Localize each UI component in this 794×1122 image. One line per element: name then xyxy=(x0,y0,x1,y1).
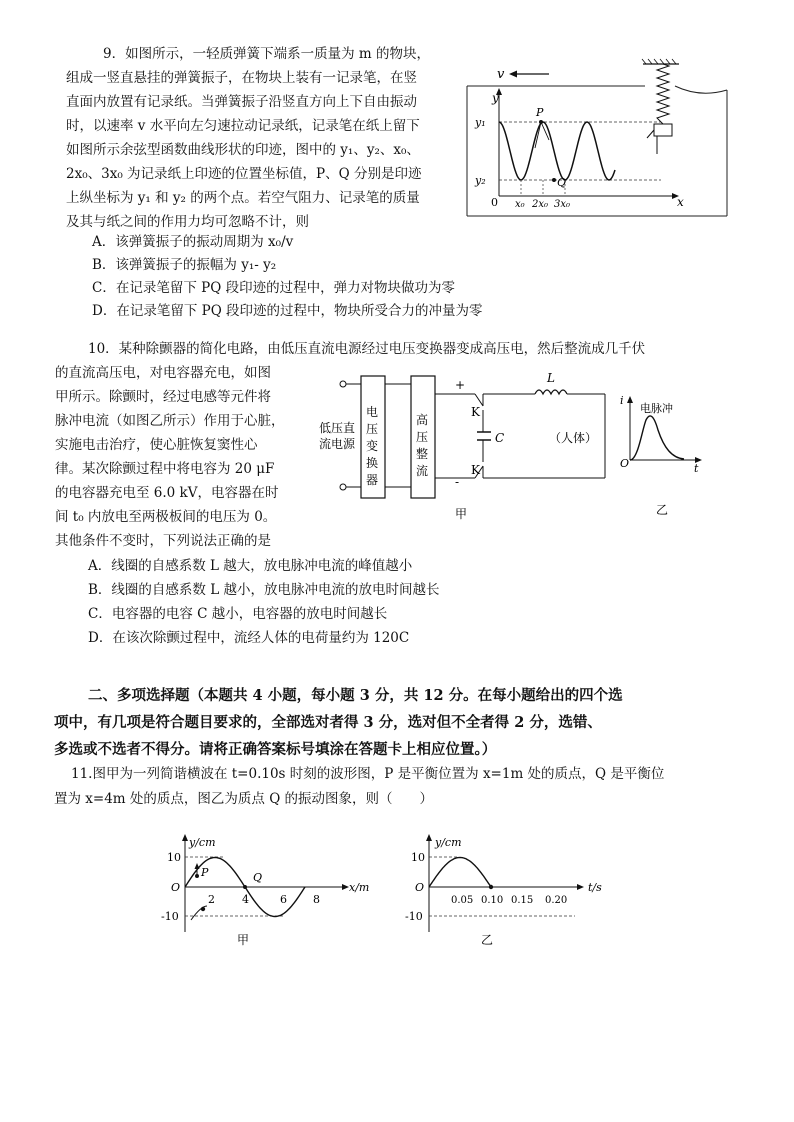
q9-line: 2x₀、3x₀ 为记录纸上印迹的位置坐标值，P、Q 分别是印迹 xyxy=(66,166,422,182)
source-label: 流电源 xyxy=(319,437,356,451)
q10-option-a: A．线圈的自感系数 L 越大，放电脉冲电流的峰值越小 xyxy=(88,558,413,574)
t-axis-label: t xyxy=(694,462,699,475)
svg-text:电: 电 xyxy=(366,405,379,419)
figure-caption-yi: 乙 xyxy=(656,503,669,517)
svg-text:O: O xyxy=(415,881,425,894)
section-line: 项中，有几项是符合题目要求的，全部选对者得 3 分，选对但不全者得 2 分，选错、 xyxy=(54,714,602,731)
switch-k-bottom: K xyxy=(471,463,480,477)
figure-caption-jia: 甲 xyxy=(455,507,468,521)
q10-line: 实施电击治疗，使心脏恢复窦性心 xyxy=(55,437,258,453)
inductor-label: L xyxy=(547,371,555,385)
x0-label: x₀ xyxy=(515,199,525,210)
switch-k-top: K xyxy=(471,405,480,419)
point-p-label: P xyxy=(536,106,544,119)
t-axis-label: t/s xyxy=(588,881,602,894)
y-tick-top: 10 xyxy=(411,851,425,864)
point-q xyxy=(243,885,247,889)
svg-text:整: 整 xyxy=(416,447,429,461)
svg-text:器: 器 xyxy=(366,473,379,487)
svg-text:压: 压 xyxy=(416,430,429,444)
q10-line: 的电容器充电至 6.0 kV，电容器在时 xyxy=(55,485,279,501)
svg-text:+: + xyxy=(455,378,466,392)
pulse-curve xyxy=(630,416,684,460)
svg-text:O: O xyxy=(171,881,181,894)
q9-figure xyxy=(465,58,730,218)
terminal-bottom xyxy=(340,484,346,490)
q10-option-b: B．线圈的自感系数 L 越小，放电脉冲电流的放电时间越长 xyxy=(88,582,440,598)
q10-option-d: D．在该次除颤过程中，流经人体的电荷量约为 120C xyxy=(88,630,410,646)
q9-line: 如图所示余弦型函数曲线形状的印迹，图中的 y₁、y₂、x₀、 xyxy=(66,142,420,158)
y-axis-label: y/cm xyxy=(435,836,462,849)
mass-block xyxy=(654,124,672,136)
y-tick-bottom: -10 xyxy=(405,910,423,923)
origin-label: 0 xyxy=(491,196,498,209)
i-axis-label: i xyxy=(620,394,624,407)
q10-line: 间 t₀ 内放电至两极板间的电压为 0。 xyxy=(55,509,277,525)
q9-line: 时，以速率 v 水平向左匀速拉动记录纸，记录笔在纸上留下 xyxy=(66,118,420,134)
point-q xyxy=(552,178,556,182)
vibration-graph xyxy=(405,832,605,952)
human-body-label: （人体） xyxy=(549,431,598,445)
cosine-trace xyxy=(499,122,615,180)
q10-line: 甲所示。除颤时，经过电感等元件将 xyxy=(55,389,271,405)
velocity-arrowhead xyxy=(509,71,517,78)
q9-option-a: A．该弹簧振子的振动周期为 x₀/v xyxy=(92,234,294,250)
q9-option-d: D．在记录笔留下 PQ 段印迹的过程中，物块所受合力的冲量为零 xyxy=(92,303,483,319)
vibration-curve xyxy=(429,858,491,888)
q10-line: 律。某次除颤过程中将电容为 20 μF xyxy=(55,461,275,477)
velocity-label: v xyxy=(497,67,505,82)
q9-option-c: C．在记录笔留下 PQ 段印迹的过程中，弹力对物块做功为零 xyxy=(92,280,456,296)
q9-option-b: B．该弹簧振子的振幅为 y₁- y₂ xyxy=(92,257,277,273)
q9-line: 9．如图所示，一轻质弹簧下端系一质量为 m 的物块， xyxy=(103,46,430,62)
section-line: 二、多项选择题（本题共 4 小题，每小题 3 分，共 12 分。在每小题给出的四个选 xyxy=(88,687,623,704)
figure-caption-yi: 乙 xyxy=(481,933,494,947)
svg-text:0.20: 0.20 xyxy=(545,895,568,906)
svg-text:8: 8 xyxy=(313,893,320,906)
recording-pen xyxy=(647,130,654,138)
q9-line: 组成一竖直悬挂的弹簧振子，在物块上装有一记录笔，在竖 xyxy=(66,70,417,86)
q9-line: 及其与纸之间的作用力均可忽略不计，则 xyxy=(66,214,309,230)
defibrillator-circuit xyxy=(315,366,615,521)
q10-line: 10．某种除颤器的简化电路，由低压直流电源经过电压变换器变成高压电，然后整流成几千伏 xyxy=(88,341,646,357)
q10-line: 的直流高压电，对电容器充电，如图 xyxy=(55,365,271,381)
q11-line: 11.图甲为一列简谐横波在 t=0.10s 时刻的波形图，P 是平衡位置为 x=1m 处的质点，Q 是平衡位 xyxy=(71,766,665,782)
svg-text:流: 流 xyxy=(416,464,429,478)
q10-line: 脉冲电流（如图乙所示）作用于心脏， xyxy=(55,413,285,429)
x-axis-label: x/m xyxy=(349,881,370,894)
q9-line: 上纵坐标为 y₁ 和 y₂ 的两个点。若空气阻力、记录笔的质量 xyxy=(66,190,420,206)
y-tick-top: 10 xyxy=(167,851,181,864)
q10-line: 其他条件不变时，下列说法正确的是 xyxy=(55,533,271,549)
figure-caption-jia: 甲 xyxy=(237,933,250,947)
terminal-top xyxy=(340,381,346,387)
svg-text:换: 换 xyxy=(366,456,379,470)
svg-text:变: 变 xyxy=(366,439,379,453)
y-tick-bottom: -10 xyxy=(161,910,179,923)
svg-text:压: 压 xyxy=(366,422,379,436)
x-axis-label: x xyxy=(677,195,684,209)
pulse-label: 电脉冲 xyxy=(640,402,673,415)
section-line: 多选或不选者不得分。请将正确答案标号填涂在答题卡上相应位置。） xyxy=(54,741,497,758)
q10-option-c: C．电容器的电容 C 越小，电容器的放电时间越长 xyxy=(88,606,388,622)
svg-text:0.10: 0.10 xyxy=(481,895,504,906)
wave-graph xyxy=(155,832,375,952)
svg-text:6: 6 xyxy=(280,893,287,906)
q11-line: 置为 x=4m 处的质点，图乙为质点 Q 的振动图象，则（ ） xyxy=(54,791,434,807)
capacitor-label: C xyxy=(495,431,505,445)
svg-text:4: 4 xyxy=(242,893,249,906)
svg-text:2: 2 xyxy=(208,893,215,906)
svg-text:0.05: 0.05 xyxy=(451,895,474,906)
source-label: 低压直 xyxy=(319,421,356,435)
point-p-label: P xyxy=(201,866,209,879)
svg-text:-: - xyxy=(455,475,460,489)
svg-text:O: O xyxy=(620,457,630,470)
y-axis-label: y xyxy=(492,91,499,105)
svg-text:高: 高 xyxy=(416,413,429,427)
y1-label: y₁ xyxy=(475,116,486,129)
3x0-label: 3x₀ xyxy=(554,199,571,210)
y2-label: y₂ xyxy=(475,174,486,187)
spring xyxy=(657,64,669,124)
q9-line: 直面内放置有记录纸。当弹簧振子沿竖直方向上下自由振动 xyxy=(66,94,417,110)
inductor xyxy=(535,390,567,394)
point-q-label: Q xyxy=(557,176,567,189)
svg-text:0.15: 0.15 xyxy=(511,895,534,906)
2x0-label: 2x₀ xyxy=(532,199,549,210)
y-axis-label: y/cm xyxy=(189,836,216,849)
pulse-graph xyxy=(618,390,708,520)
point-q-label: Q xyxy=(253,871,263,884)
